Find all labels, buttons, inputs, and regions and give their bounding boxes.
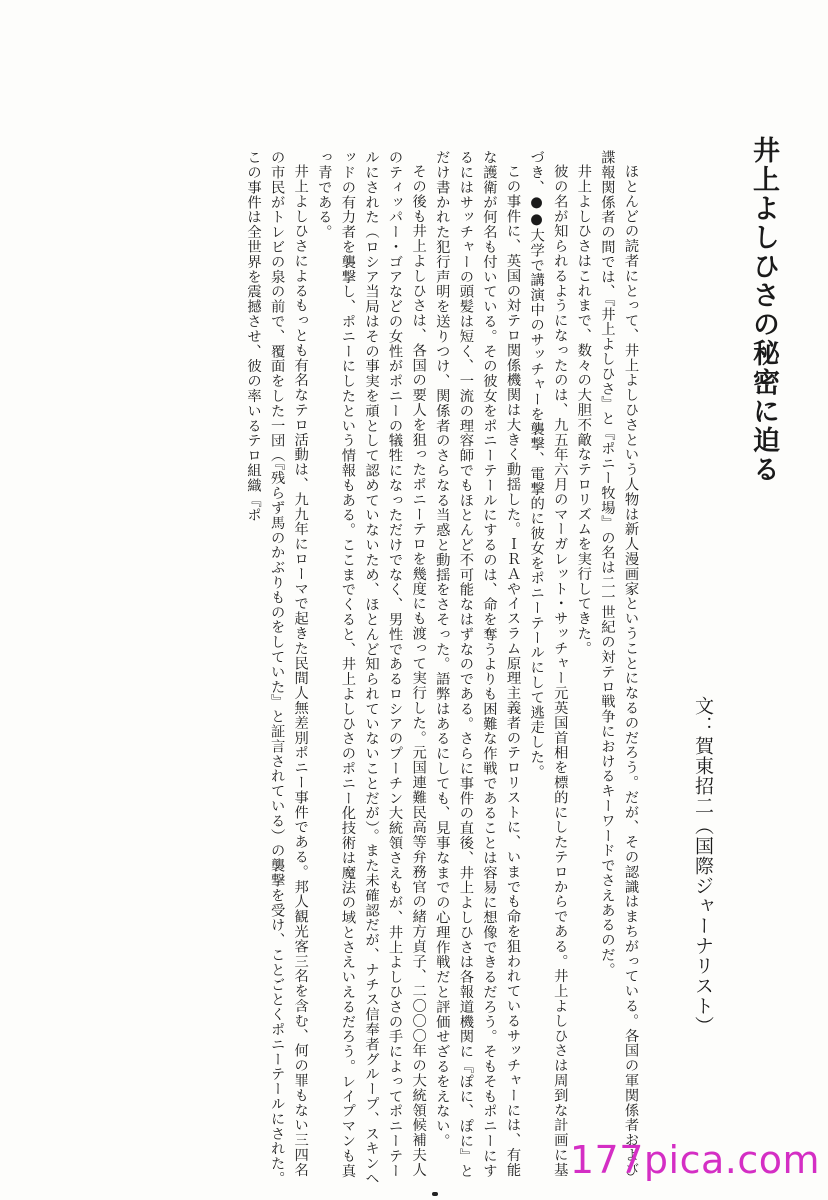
- paragraph-6: 井上よしひさによるもっとも有名なテロ活動は、九九年にローマで起きた民間人無差別ポニー事件である。邦人観光客三名を含む、何の罪もない三四名の市民がトレビの泉の前で、覆面をした一団（『残らず馬のかぶりものをしていた』と証言されている）の襲撃を受け、ことごとくポニーテールにされた。この事件は全世界を震撼させ、彼の率いるテロ組織『ポ: [245, 150, 309, 1186]
- paragraph-1: ほとんどの読者にとって、井上よしひさという人物は新人漫画家ということになるのだろう。だが、その認識はまちがっている。各国の軍関係者および諜報関係者の間では、『井上よしひさ』と『ポニー牧場』の名は二一世紀の対テロ戦争におけるキーワードでさえあるのだ。: [599, 150, 639, 1178]
- paragraph-3: 彼の名が知られるようになったのは、九五年六月のマーガレット・サッチャー元英国首相を標的にしたテロからである。井上よしひさは周到な計画に基づき、●●大学で講演中のサッチャーを襲撃、電撃的に彼女をポニーテールにして逃走した。: [528, 150, 569, 1178]
- paragraph-2: 井上よしひさはこれまで、数々の大胆不敵なテロリズムを実行してきた。: [575, 164, 592, 656]
- article-title: 井上よしひさの秘密に迫る: [748, 136, 779, 484]
- article-byline: 文：賀東招二（国際ジャーナリスト）: [692, 696, 714, 1036]
- article-body: [22, 150, 642, 1190]
- site-watermark: 177pica.com: [569, 1138, 820, 1182]
- scan-mark: [432, 1192, 438, 1196]
- paragraph-4: この事件に、英国の対テロ関係機関は大きく動揺した。ＩＲＡやイスラム原理主義者のテロリストに、いまでも命を狙われているサッチャーには、有能な護衛が何名も付いている。その彼女をポニーテールにするのは、命を奪うよりも困難な作戦であることは容易に想像できるだろう。そもそもポニーにするにはサッチャーの頭髪は短く、一流の理容師でもほとんど不可能なはずなのである。さらに事件の直後、井上よしひさは各報道機関に『ぽに、ぽに』とだけ書かれた犯行声明を送りつけ、関係者のさらなる当惑と動揺をさそった。語弊はあるにしても、見事なまでの心理作戦だと評価せざるをえない。: [434, 150, 522, 1179]
- paragraph-5: その後も井上よしひさは、各国の要人を狙ったポニーテロを幾度にも渡って実行した。元国連難民高等弁務官の緒方貞子、二〇〇〇年の大統領候補夫人のティッパー・ゴアなどの女性がポニーの犠牲になっただけでなく、男性であるロシアのプーチン大統領さえもが、井上よしひさの手によってポニーテールにされた（ロシア当局はその事実を頑として認めていないため、ほとんど知られていないことだが）。また未確認だが、ナチス信奉者グループ、スキンヘッドの有力者を襲撃し、ポニーにしたという情報もある。ここまでくると、井上よしひさのポニー化技術は魔法の域とさえいえるだろう。レイプマンも真っ青である。: [316, 150, 427, 1186]
